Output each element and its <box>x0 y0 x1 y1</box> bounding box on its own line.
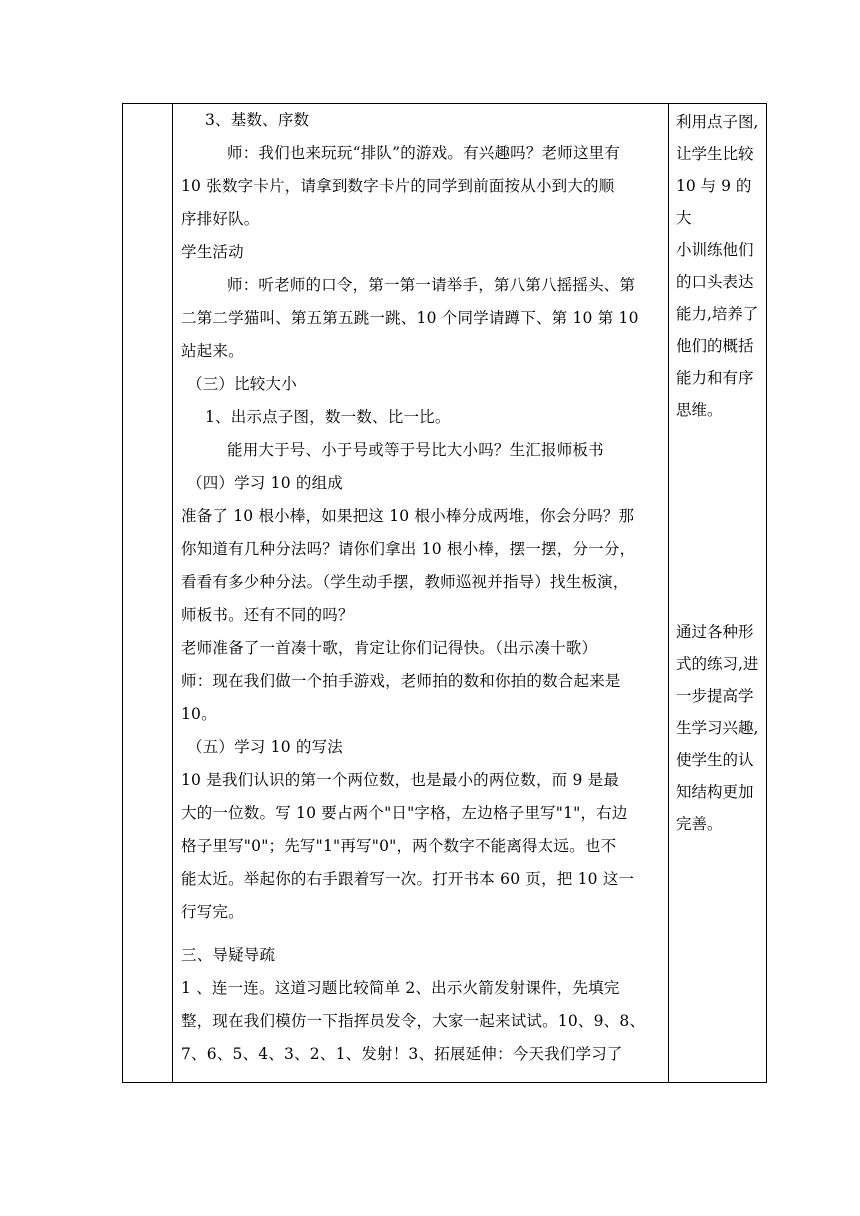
note-line: 利用点子图, <box>676 113 759 131</box>
note-line: 10 与 9 的大 <box>676 177 752 227</box>
teaching-process-cell <box>181 104 661 1071</box>
text-line: 能太近。举起你的右手跟着写一次。打开书本 60 页，把 10 这一 <box>181 870 635 888</box>
text-line: 准备了 10 根小棒，如果把这 10 根小棒分成两堆，你会分吗？那 <box>181 507 635 525</box>
note-line: 能力,培养了 <box>676 305 759 323</box>
text-line: 1、出示点子图，数一数、比一比。 <box>205 408 451 426</box>
text-line: 二第二学猫叫、第五第五跳一跳、10 个同学请蹲下、第 10 第 10 <box>181 309 639 327</box>
text-line: 老师准备了一首凑十歌，肯定让你们记得快。（出示凑十歌） <box>181 639 598 657</box>
note-line: 知结构更加 <box>676 783 754 801</box>
section-heading-compare: （三）比较大小 <box>187 375 297 393</box>
text-line: 10 是我们认识的第一个两位数，也是最小的两位数，而 9 是最 <box>181 771 620 789</box>
note-line: 通过各种形 <box>676 623 754 641</box>
text-line: 站起来。 <box>181 342 244 360</box>
note-line: 使学生的认 <box>676 751 754 769</box>
text-line: 师：听老师的口令，第一第一请举手，第八第八摇摇头、第 <box>227 276 636 294</box>
column-divider-left <box>172 104 173 1082</box>
section-heading-guidance: 三、导疑导疏 <box>181 946 276 964</box>
text-line: 格子里写"0"；先写"1"再写"0"，两个数字不能离得太远。也不 <box>181 837 617 855</box>
note-line: 小训练他们 <box>676 241 754 259</box>
text-line: 你知道有几种分法吗？请你们拿出 10 根小棒，摆一摆，分一分， <box>181 540 636 558</box>
text-line: 师：现在我们做一个拍手游戏，老师拍的数和你拍的数合起来是 <box>181 672 621 690</box>
design-intent-note-1 <box>676 106 764 426</box>
note-line: 一步提高学 <box>676 687 754 705</box>
note-line: 让学生比较 <box>676 145 754 163</box>
text-line: 10 张数字卡片，请拿到数字卡片的同学到前面按从小到大的顺 <box>181 177 615 195</box>
note-line: 生学习兴趣, <box>676 719 759 737</box>
note-line: 他们的概括 <box>676 337 754 355</box>
lesson-table <box>122 103 767 1083</box>
column-divider-right <box>668 104 669 1082</box>
note-line: 能力和有序 <box>676 369 754 387</box>
section-heading-cardinal-ordinal: 3、基数、序数 <box>205 111 310 129</box>
text-line: 序排好队。 <box>181 210 260 228</box>
section-heading-composition: （四）学习 10 的组成 <box>187 474 343 492</box>
text-line: 学生活动 <box>181 243 244 261</box>
text-line: 行写完。 <box>181 903 244 921</box>
design-intent-note-2 <box>676 616 764 840</box>
text-line: 7、6、5、4、3、2、1、发射！3、拓展延伸：今天我们学习了 <box>181 1045 623 1063</box>
text-line: 师：我们也来玩玩“排队”的游戏。有兴趣吗？老师这里有 <box>227 144 621 162</box>
note-line: 完善。 <box>676 815 723 833</box>
note-line: 式的练习,进 <box>676 655 759 673</box>
text-line: 整，现在我们模仿一下指挥员发令，大家一起来试试。10、9、8、 <box>181 1012 646 1030</box>
text-line: 能用大于号、小于号或等于号比大小吗？生汇报师板书 <box>227 441 604 459</box>
note-line: 的口头表达 <box>676 273 754 291</box>
text-line: 师板书。还有不同的吗？ <box>181 606 354 624</box>
section-heading-writing: （五）学习 10 的写法 <box>187 738 343 756</box>
text-line: 10。 <box>181 705 217 723</box>
text-line: 看看有多少种分法。（学生动手摆，教师巡视并指导）找生板演， <box>181 573 629 591</box>
text-line: 1 、连一连。这道习题比较简单 2、出示火箭发射课件，先填完 <box>181 979 620 997</box>
text-line: 大的一位数。写 10 要占两个"日"字格，左边格子里写"1"，右边 <box>181 804 628 822</box>
note-line: 思维。 <box>676 401 723 419</box>
